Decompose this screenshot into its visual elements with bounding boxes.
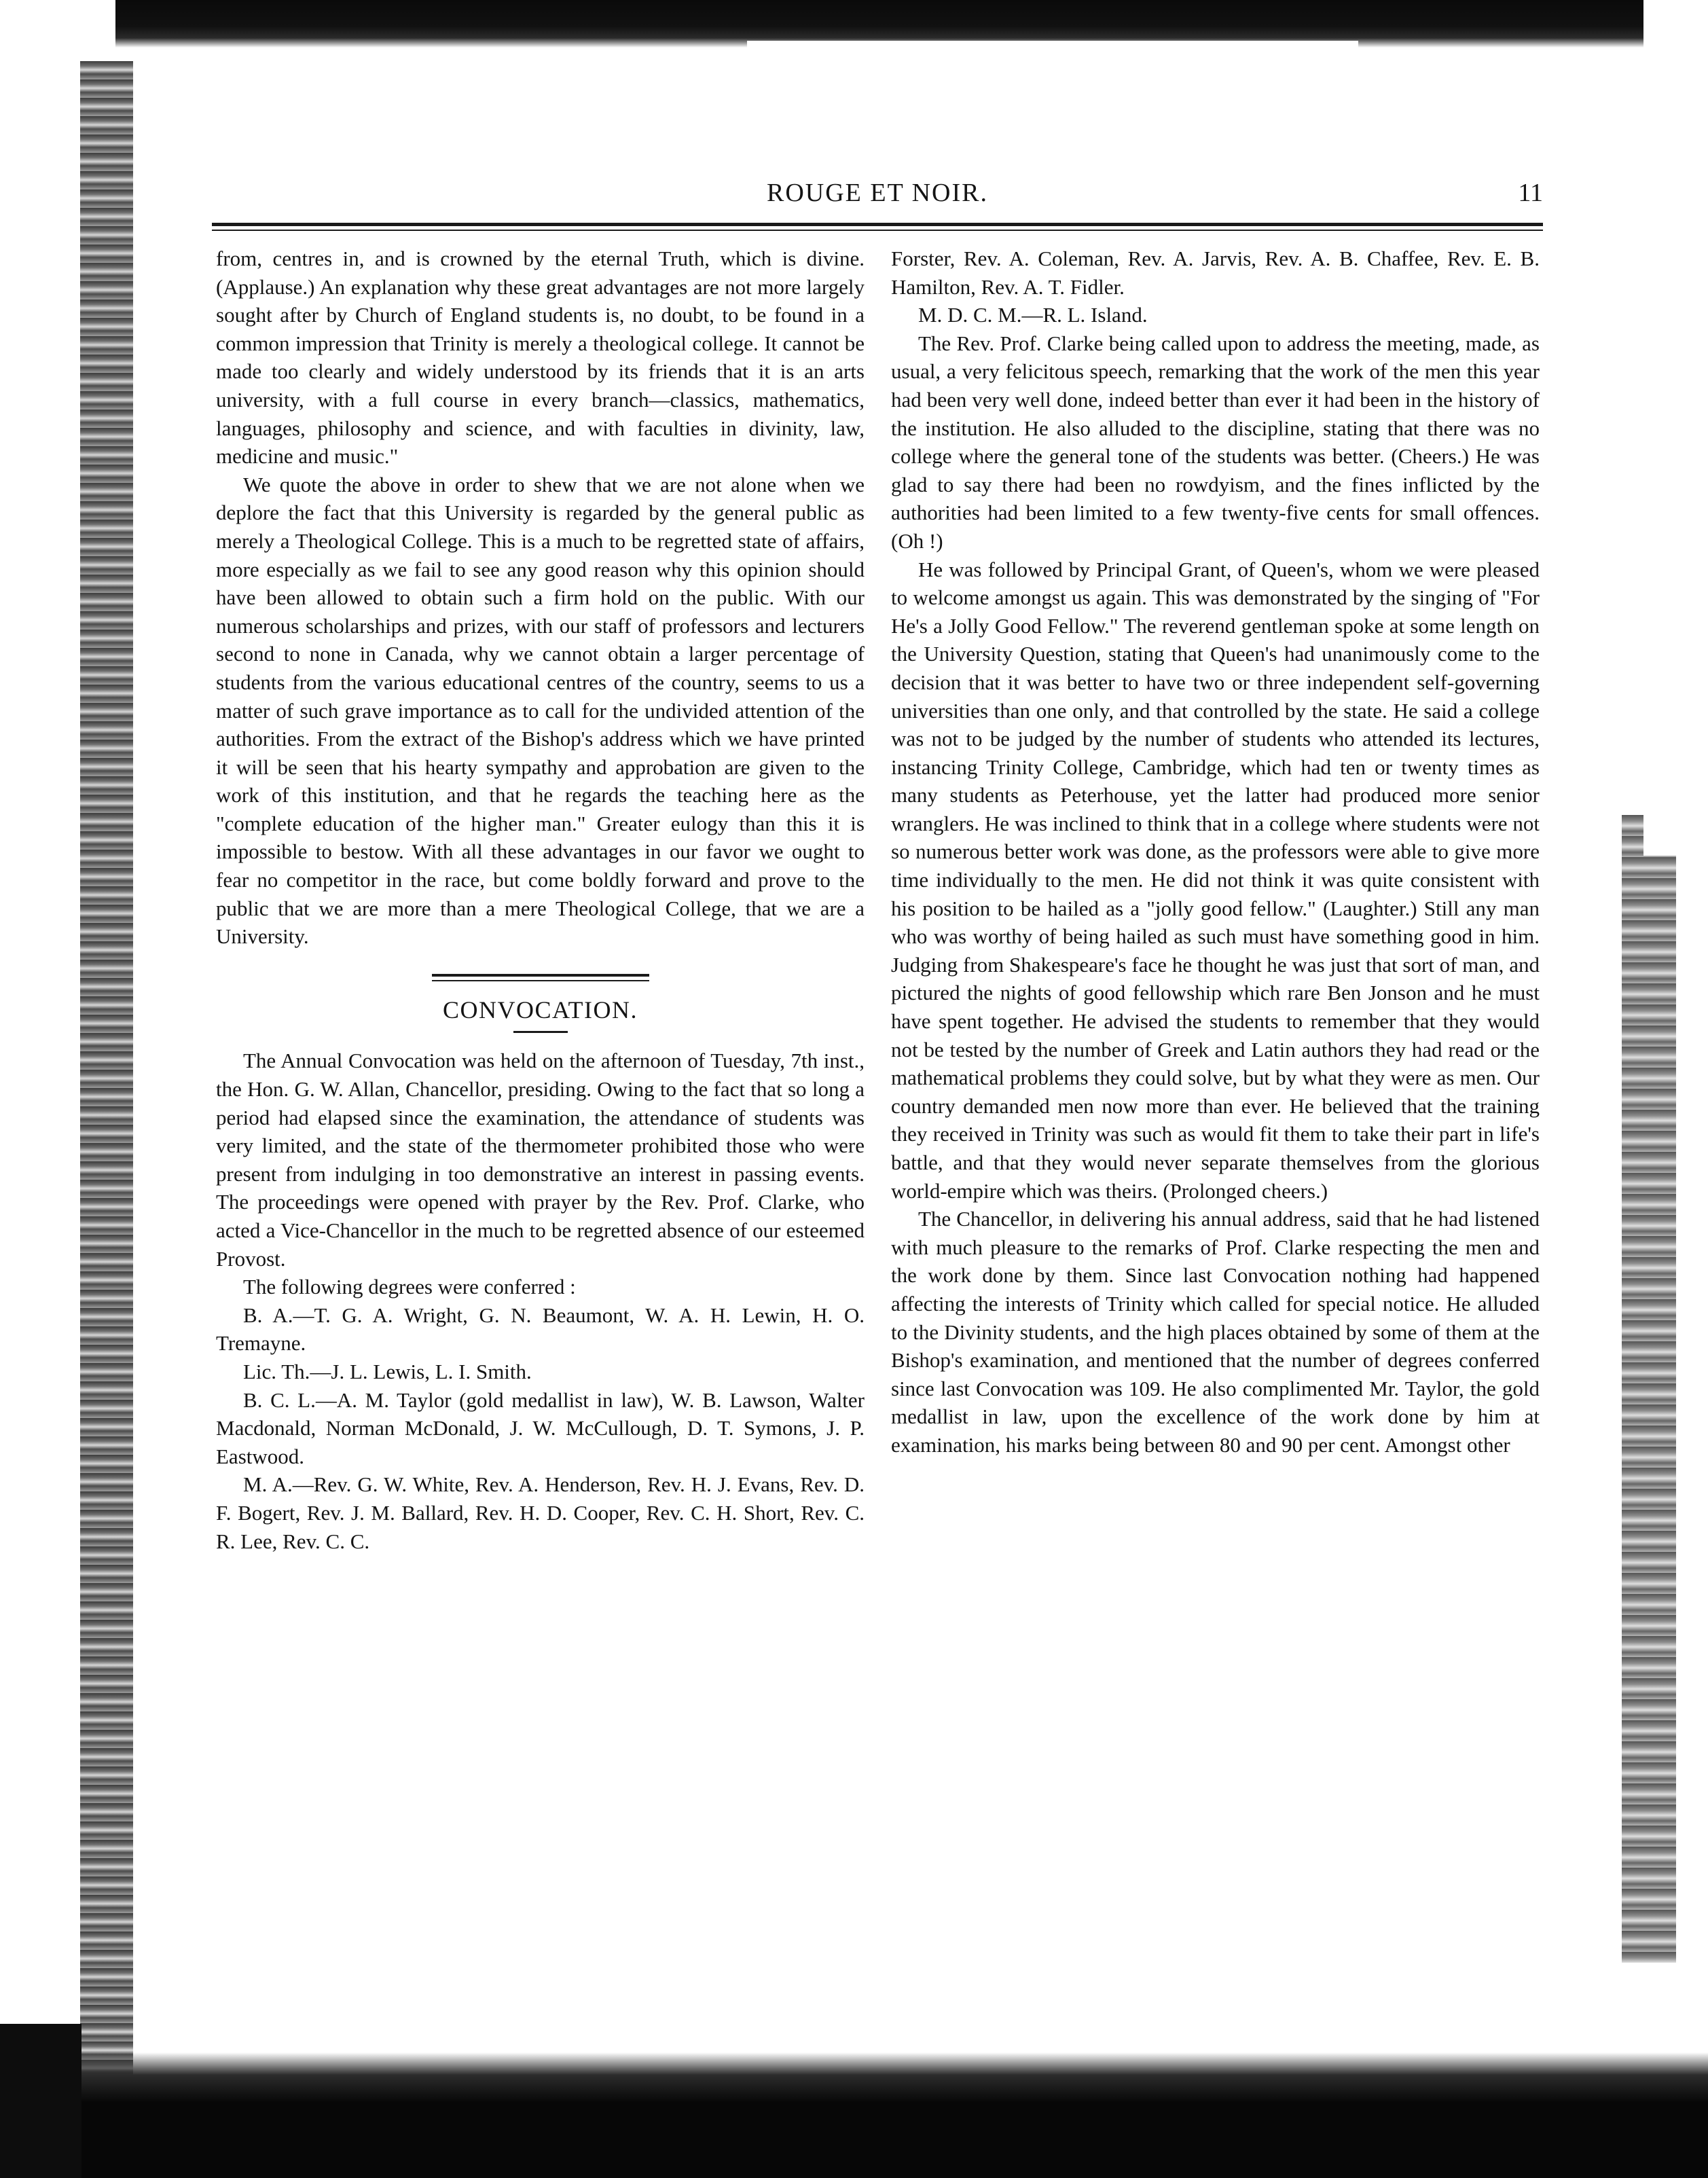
scan-edge-right-blank [1643, 0, 1708, 856]
heading-underline [513, 1031, 568, 1033]
degree-list-item: Forster, Rev. A. Coleman, Rev. A. Jarvis, Rev. A. B. Chaffee, Rev. E. B. Hamilton, Rev. A. T. Fidler. [891, 247, 1540, 299]
degree-list-item: M. A.—Rev. G. W. White, Rev. A. Henderson, Rev. H. J. Evans, Rev. D. F. Bogert, Rev. J. M. Ballard, Rev. H. D. Cooper, Rev. C. H. Short, Rev. C. R. Lee, Rev. C. C. [216, 1472, 865, 1553]
scan-edge-bottom [81, 2052, 1708, 2178]
body-paragraph: The Rev. Prof. Clarke being called upon to address the meeting, made, as usual, a very felicitous speech, remarking that the work of the men this year had been very well done, indeed better than ever it had been in the history of the institution. He also alluded to the discipline, stating that there was no college where the general tone of the students was better. (Cheers.) He was glad to say there had been no rowdyism, and the fines inflicted by the authorities had been limited to a few twenty-five cents for small offences. (Oh !) [891, 331, 1540, 553]
body-paragraph: from, centres in, and is crowned by the eternal Truth, which is divine. (Applause.) An explanation why these great advantages are not more largely sought after by Church of England students is, no doubt, to be found in a common impression that Trinity is merely a theological college. It cannot be made too clearly and widely understood by its friends that it is an arts university, with a full course in every branch—classics, mathematics, languages, philosophy and science, and with faculties in divinity, law, medicine and music." [216, 247, 865, 469]
body-paragraph: He was followed by Principal Grant, of Queen's, whom we were pleased to welcome amongst us again. This was demonstrated by the singing of "For He's a Jolly Good Fellow." The reverend gentleman spoke at some length on the University Question, stating that Queen's had unanimously come to the decision that it was better to have two or three independent self-governing universities than one only, and that controlled by the state. He said a college was not to be judged by the number of students who attended its lectures, instancing Trinity College, Cambridge, which had ten or twenty times as many students as Peterhouse, yet the latter had produced more senior wranglers. He was inclined to think that in a college where students were not so numerous better work was done, as the professors were able to give more time individually to the men. He did not think it was quite consistent with his position to be hailed as a "jolly good fellow." (Laughter.) Still any man who was worthy of being hailed as such must have something good in him. Judging from Shakespeare's face he thought he was just that sort of man, and pictured the nights of good fellowship which rare Ben Jonson and he must have spent together. He advised the students to remember that they would not be tested by the number of Greek and Latin authors they had read or the mathematical problems they could solve, but by what they were as men. Our country demanded men now more than ever. He believed that the training they received in Trinity was such as would fit them to take their part in life's battle, and that they would never separate themselves from the glorious world-empire which was theirs. (Prolonged cheers.) [891, 557, 1540, 1203]
degree-list-item: Lic. Th.—J. L. Lewis, L. I. Smith. [243, 1359, 532, 1383]
section-spacer [216, 951, 865, 974]
divider-line [432, 980, 649, 981]
header-rule-thin [212, 230, 1543, 231]
body-paragraph: The Chancellor, in delivering his annual address, said that he had listened with much pleasure to the remarks of Prof. Clarke respecting the men and the work done by them. Since last Convocation nothing had happened affecting the interests of Trinity which called for special notice. He alluded to the Divinity students, and the high places obtained by some of them at the Bishop's examination, and mentioned that the number of degrees conferred since last Convocation was 109. He also complimented Mr. Taylor, the gold medallist in law, upon the excellence of the work done by him at examination, his marks being between 80 and 90 per cent. Amongst other [891, 1207, 1540, 1457]
body-paragraph: We quote the above in order to shew that we are not alone when we deplore the fact that this University is regarded by the general public as merely a Theological College. This is a much to be regretted state of affairs, more especially as we fail to see any good reason why this opinion should have been allowed to obtain such a firm hold on the public. With our numerous scholarships and prizes, with our staff of professors and lecturers second to none in Canada, why we cannot obtain a larger percentage of students from the various educational centres of the country, seems to us a matter of such grave importance as to call for the undivided attention of the authorities. From the extract of the Bishop's address which we have printed it will be seen that his hearty sympathy and approbation are given to the work of this institution, and that he regards the teaching here as the "complete education of the higher man." Greater eulogy than this it is impossible to bestow. With all these advantages in our favor we ought to fear no competitor in the race, but come boldly forward and prove to the public that we are more than a mere Theological College, that we are a University. [216, 472, 865, 949]
section-divider [432, 974, 649, 981]
degree-list-item: M. D. C. M.—R. L. Island. [918, 303, 1148, 327]
scan-edge-left [80, 61, 133, 2139]
body-paragraph: The Annual Convocation was held on the afternoon of Tuesday, 7th inst., the Hon. G. W. Allan, Chancellor, presiding. Owing to the fact that so long a period had elapsed since the examination, the attendance of students was very limited, and the state of the thermometer prohibited those who were present from indulging in too demonstrative an interest in passing events. The proceedings were opened with prayer by the Rev. Prof. Clarke, who acted a Vice-Chancellor in the much to be regretted absence of our esteemed Provost. [216, 1049, 865, 1271]
scan-edge-left-corner [0, 2024, 81, 2178]
scan-edge-right [1622, 815, 1676, 1963]
page-number: 11 [1518, 179, 1543, 207]
scan-edge-top-gap [747, 41, 1358, 53]
degree-list-item: B. A.—T. G. A. Wright, G. N. Beaumont, W. A. H. Lewin, H. O. Tremayne. [216, 1303, 865, 1356]
section-heading: CONVOCATION. [443, 996, 638, 1023]
right-column [891, 244, 1540, 2044]
left-column [216, 244, 865, 2044]
running-head [212, 178, 1543, 219]
divider-line [432, 974, 649, 977]
body-paragraph: The following degrees were conferred : [243, 1275, 576, 1299]
degree-list-item: B. C. L.—A. M. Taylor (gold medallist in law), W. B. Lawson, Walter Macdonald, Norman McDonald, J. W. McCullough, D. T. Symons, J. P. Eastwood. [216, 1387, 865, 1468]
header-rule-thick [212, 223, 1543, 226]
publication-title: ROUGE ET NOIR. [766, 179, 988, 207]
